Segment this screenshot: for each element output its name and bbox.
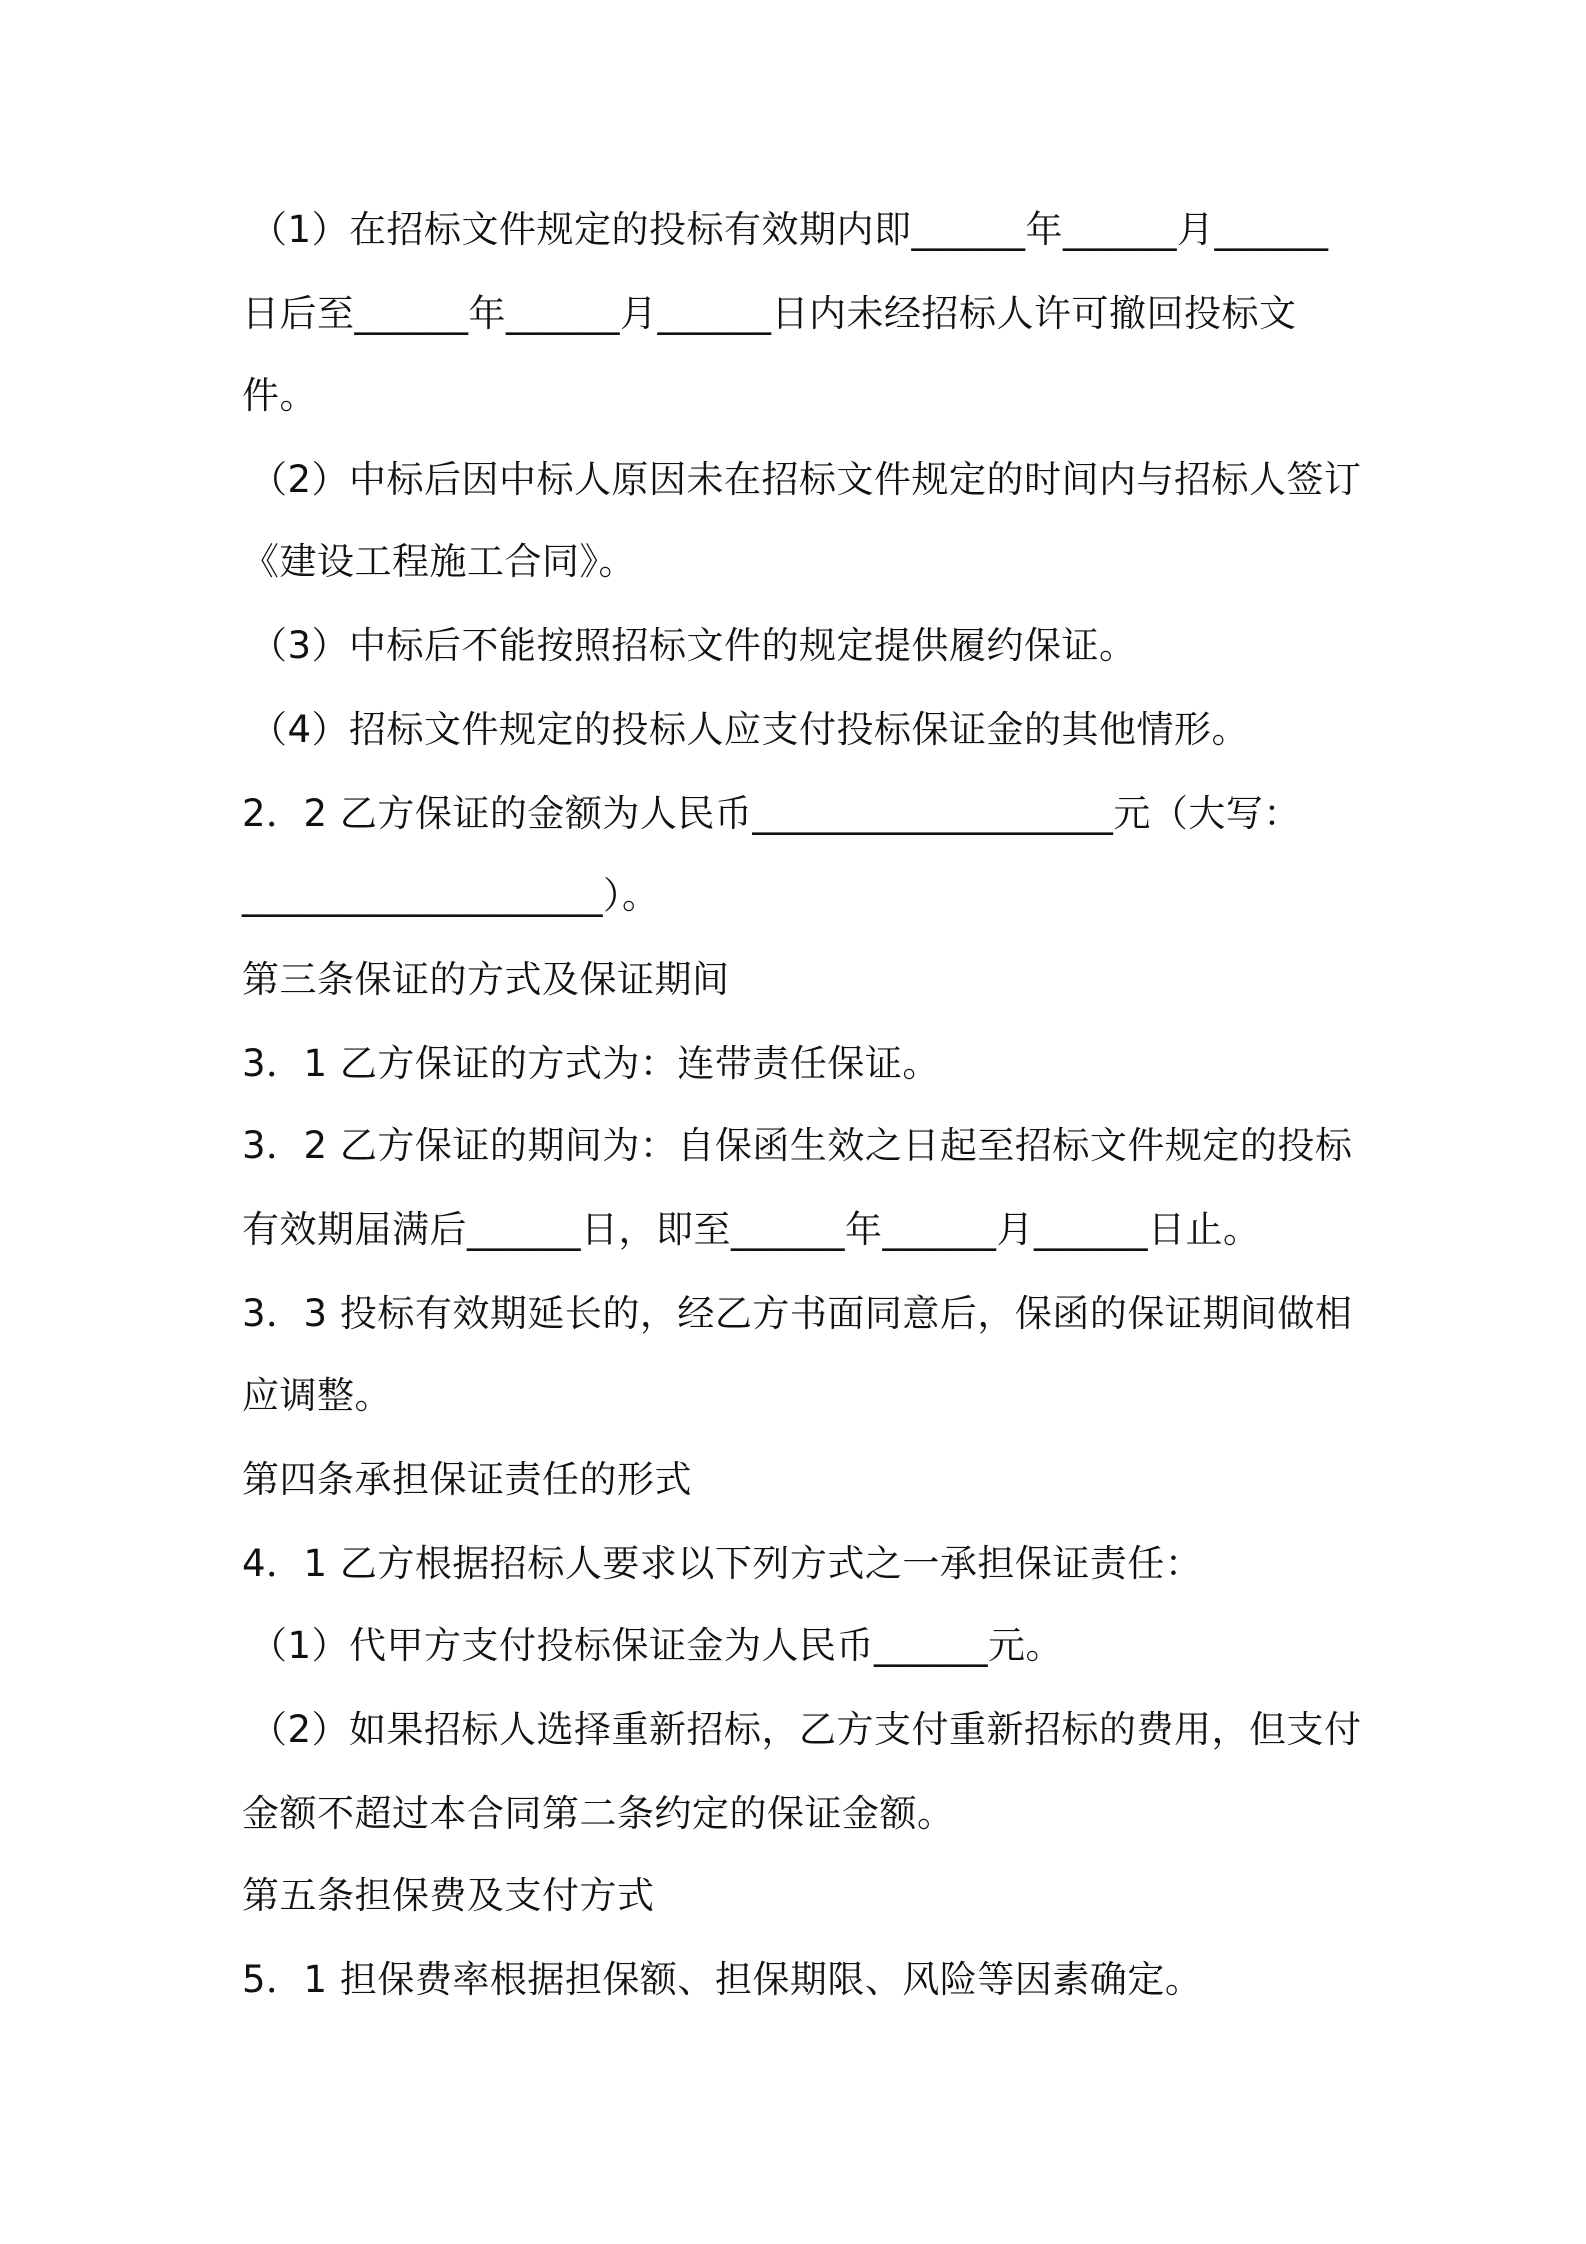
text-line: （4）招标文件规定的投标人应支付投标保证金的其他情形。 <box>250 708 1250 751</box>
text-line: （2）中标后因中标人原因未在招标文件规定的时间内与招标人签订 <box>250 458 1362 501</box>
text-line: （2）如果招标人选择重新招标，乙方支付重新招标的费用，但支付 <box>250 1708 1362 1751</box>
text-line: ___________________）。 <box>242 874 660 917</box>
text-line: 应调整。 <box>242 1374 392 1417</box>
text-line: 3．2 乙方保证的期间为：自保函生效之日起至招标文件规定的投标 <box>242 1124 1353 1167</box>
text-line: 有效期届满后______日，即至______年______月______日止。 <box>242 1208 1261 1251</box>
text-line: 金额不超过本合同第二条约定的保证金额。 <box>242 1792 955 1835</box>
text-line: 《建设工程施工合同》。 <box>242 540 636 583</box>
text-line: 5．1 担保费率根据担保额、担保期限、风险等因素确定。 <box>242 1958 1203 2001</box>
text-line: （3）中标后不能按照招标文件的规定提供履约保证。 <box>250 624 1137 667</box>
text-line: 4．1 乙方根据招标人要求以下列方式之一承担保证责任： <box>242 1542 1203 1585</box>
text-line: 3．3 投标有效期延长的，经乙方书面同意后，保函的保证期间做相 <box>242 1292 1353 1335</box>
text-line: （1）在招标文件规定的投标有效期内即______年______月______ <box>250 208 1329 251</box>
text-line: 件。 <box>242 374 317 417</box>
text-line: 2．2 乙方保证的金额为人民币___________________元（大写： <box>242 792 1301 835</box>
section-heading: 第四条承担保证责任的形式 <box>242 1458 692 1501</box>
section-heading: 第三条保证的方式及保证期间 <box>242 958 730 1001</box>
section-heading: 第五条担保费及支付方式 <box>242 1874 655 1917</box>
text-line: 3．1 乙方保证的方式为：连带责任保证。 <box>242 1042 940 1085</box>
text-line: 日后至______年______月______日内未经招标人许可撤回投标文 <box>242 292 1297 335</box>
text-line: （1）代甲方支付投标保证金为人民币______元。 <box>250 1624 1064 1667</box>
